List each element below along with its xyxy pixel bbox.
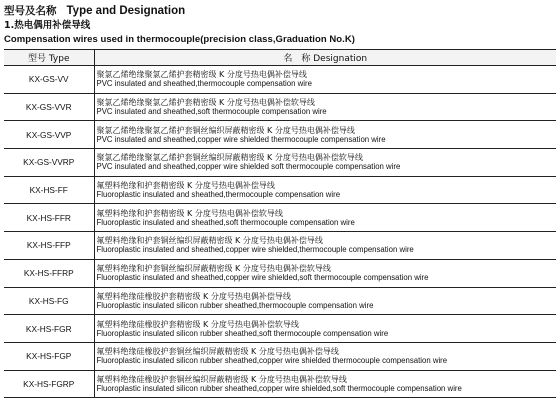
table-row: [4, 370, 556, 398]
designation-cn: 氟塑料绝缘硅橡胶护套精密级 K 分度号热电偶补偿软导线: [96, 319, 299, 329]
type-cell: KX-HS-FGRP: [4, 370, 94, 398]
designation-en: Fluoroplastic insulated silicon rubber sheathed,copper wire shielded thermocouple compensation wire: [96, 356, 448, 366]
designation-cn: 聚氯乙烯绝缘聚氯乙烯护套精密级 K 分度号热电偶补偿导线: [96, 70, 307, 80]
designation-cell: [94, 232, 556, 260]
type-cell: KX-HS-FGR: [4, 315, 94, 343]
designation-cell: [94, 176, 556, 204]
designation-cn: 氟塑料绝缘硅橡胶护套铜丝编织屏蔽精密级 K 分度号热电偶补偿软导线: [96, 374, 347, 384]
designation-cell: [94, 93, 556, 121]
designation-en: Fluoroplastic insulated silicon rubber sheathed,thermocouple compensation wire: [96, 300, 374, 310]
table-row: [4, 176, 556, 204]
designation-cell: [94, 149, 556, 177]
table-row: [4, 93, 556, 121]
table-row: [4, 342, 556, 370]
type-cell: KX-HS-FFRP: [4, 259, 94, 287]
designation-cell: [94, 121, 556, 149]
table-body: [4, 66, 556, 398]
table-row: [4, 259, 556, 287]
designation-cn: 聚氯乙烯绝缘聚氯乙烯护套铜丝编织屏蔽精密级 K 分度号热电偶补偿导线: [96, 125, 355, 135]
table-row: [4, 315, 556, 343]
designation-en: Fluoroplastic insulated and sheathed,thermocouple compensation wire: [96, 190, 341, 200]
designation-cell: [94, 370, 556, 398]
section-title-cn: 1.热电偶用补偿导线: [4, 20, 91, 31]
designation-en: PVC insulated and sheathed,copper wire shielded soft thermocouple compensation wire: [96, 162, 401, 172]
designation-cn: 聚氯乙烯绝缘聚氯乙烯护套铜丝编织屏蔽精密级 K 分度号热电偶补偿软导线: [96, 153, 363, 163]
designation-cn: 氟塑料绝缘硅橡胶护套精密级 K 分度号热电偶补偿导线: [96, 291, 291, 301]
designation-cell: [94, 204, 556, 232]
designation-cell: [94, 287, 556, 315]
type-cell: KX-HS-FGP: [4, 342, 94, 370]
type-cell: KX-GS-VVR: [4, 93, 94, 121]
designation-en: PVC insulated and sheathed,soft thermocouple compensation wire: [96, 107, 327, 117]
table-header-row: [4, 50, 556, 66]
type-cell: KX-HS-FF: [4, 176, 94, 204]
table-row: [4, 287, 556, 315]
type-cell: KX-HS-FG: [4, 287, 94, 315]
designation-cell: [94, 315, 556, 343]
table-row: [4, 121, 556, 149]
designation-cell: [94, 342, 556, 370]
designation-cn: 聚氯乙烯绝缘聚氯乙烯护套精密级 K 分度号热电偶补偿软导线: [96, 98, 315, 108]
type-cell: KX-HS-FFR: [4, 204, 94, 232]
designation-en: Fluoroplastic insulated and sheathed,copper wire shielded,soft thermocouple compensation wire: [96, 273, 429, 283]
designation-cell: [94, 259, 556, 287]
designation-cn: 氟塑料绝缘和护套精密级 K 分度号热电偶补偿导线: [96, 181, 275, 191]
type-cell: KX-GS-VVP: [4, 121, 94, 149]
header-type: 型号 Type: [4, 50, 94, 66]
section-title-en: Compensation wires used in thermocouple(precision class,Graduation No.K): [4, 34, 355, 45]
designation-cn: 氟塑料绝缘和护套铜丝编织屏蔽精密级 K 分度号热电偶补偿导线: [96, 236, 323, 246]
type-cell: KX-HS-FFP: [4, 232, 94, 260]
designation-en: Fluoroplastic insulated and sheathed,copper wire shielded,thermocouple compensation wire: [96, 245, 414, 255]
designation-en: Fluoroplastic insulated and sheathed,soft thermocouple compensation wire: [96, 217, 355, 227]
designation-en: PVC insulated and sheathed,thermocouple compensation wire: [96, 79, 312, 89]
heading-cn: 型号及名称: [4, 5, 57, 17]
designation-en: PVC insulated and sheathed,copper wire shielded thermocouple compensation wire: [96, 134, 386, 144]
table-row: [4, 204, 556, 232]
designation-cn: 氟塑料绝缘和护套铜丝编织屏蔽精密级 K 分度号热电偶补偿软导线: [96, 264, 331, 274]
type-cell: KX-GS-VV: [4, 66, 94, 94]
header-designation: 名 称 Designation: [94, 50, 556, 66]
page-heading: [4, 3, 556, 19]
table-row: [4, 149, 556, 177]
designation-en: Fluoroplastic insulated silicon rubber sheathed,soft thermocouple compensation wire: [96, 328, 389, 338]
heading-en: Type and Designation: [66, 5, 186, 17]
designation-table: [4, 49, 556, 398]
table-row: [4, 66, 556, 94]
designation-cell: [94, 66, 556, 94]
designation-cn: 氟塑料绝缘硅橡胶护套铜丝编织屏蔽精密级 K 分度号热电偶补偿导线: [96, 347, 339, 357]
designation-cn: 氟塑料绝缘和护套精密级 K 分度号热电偶补偿软导线: [96, 208, 283, 218]
table-row: [4, 232, 556, 260]
type-cell: KX-GS-VVRP: [4, 149, 94, 177]
designation-en: Fluoroplastic insulated silicon rubber sheathed,copper wire shielded,soft thermocouple compensation wire: [96, 383, 462, 393]
